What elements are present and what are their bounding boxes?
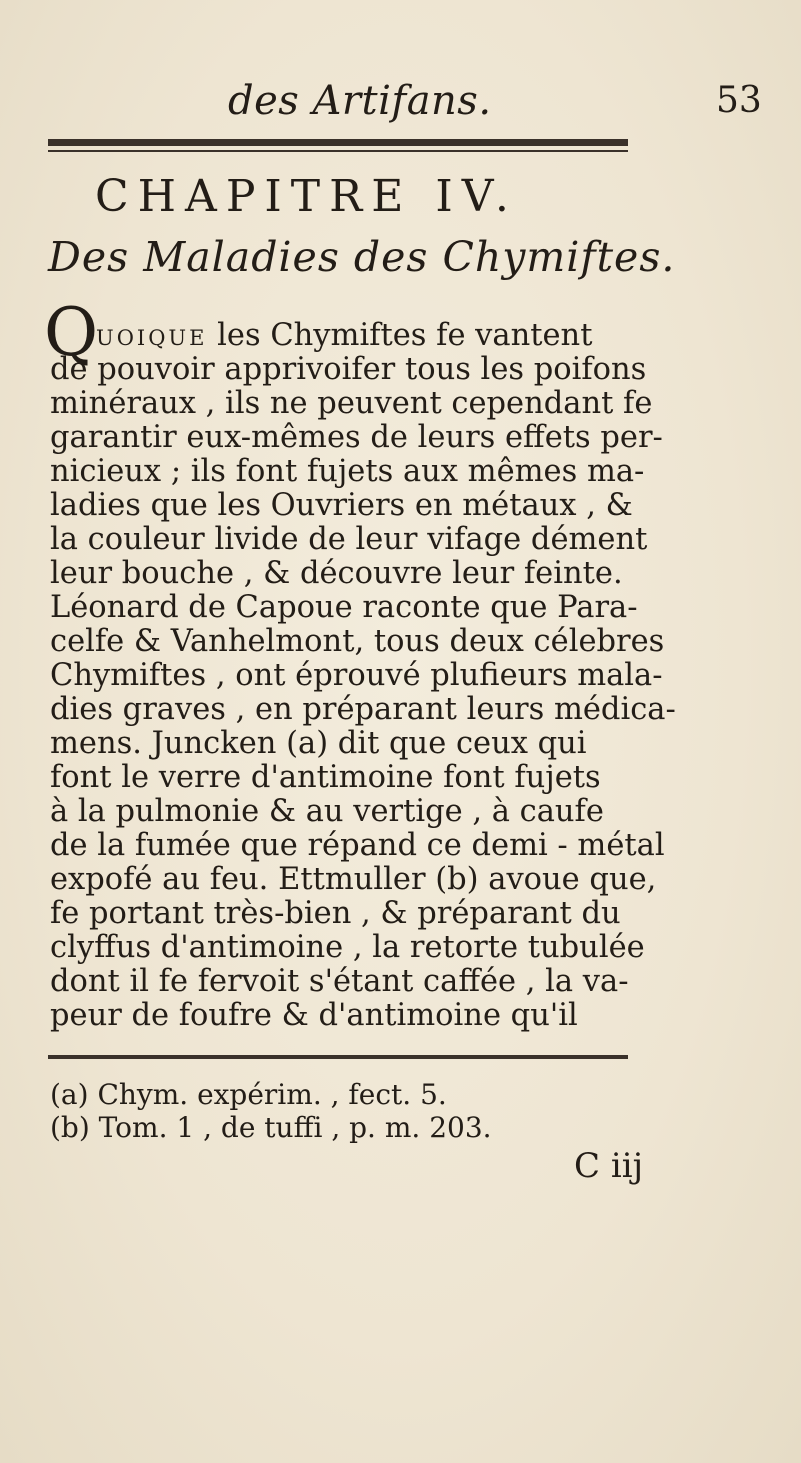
body-line: fe portant très-bien , & préparant du (50, 896, 621, 931)
body-line: nicieux ; ils font fujets aux mêmes ma- (50, 454, 645, 489)
running-title: des Artifans. (228, 78, 492, 124)
header-rule-thick (48, 139, 628, 146)
page-number: 53 (716, 80, 762, 121)
footnote: (b) Tom. 1 , de tuffi , p. m. 203. (50, 1111, 492, 1144)
body-line: de la fumée que répand ce demi - métal (50, 828, 665, 863)
body-line: garantir eux-mêmes de leurs effets per- (50, 420, 663, 455)
running-head (0, 78, 801, 130)
body-line: minéraux , ils ne peuvent cependant fe (50, 386, 653, 421)
footnote: (a) Chym. expérim. , fect. 5. (50, 1078, 447, 1111)
chapter-heading: CHAPITRE IV. (95, 171, 518, 222)
header-rule-thin (48, 150, 628, 152)
drop-initial: Q (44, 294, 99, 371)
body-line: Chymiftes , ont éprouvé plufieurs mala- (50, 658, 663, 693)
chapter-subtitle: Des Maladies des Chymiftes. (48, 233, 676, 281)
body-line: font le verre d'antimoine font fujets (50, 760, 601, 795)
body-line: clyffus d'antimoine , la retorte tubulée (50, 930, 645, 965)
body-line: à la pulmonie & au vertige , à caufe (50, 794, 604, 829)
body-line: expofé au feu. Ettmuller (b) avoue que, (50, 862, 657, 897)
first-word: uoique (96, 318, 208, 353)
body-line: peur de foufre & d'antimoine qu'il (50, 998, 578, 1033)
body-line: dont il fe fervoit s'étant caffée , la va- (50, 964, 629, 999)
footnote-rule (48, 1055, 628, 1059)
body-line: leur bouche , & découvre leur feinte. (50, 556, 623, 591)
body-line: la couleur livide de leur vifage dément (50, 522, 648, 557)
body-line: Léonard de Capoue raconte que Para- (50, 590, 638, 625)
body-line: ladies que les Ouvriers en métaux , & (50, 488, 633, 523)
signature-mark: C iij (574, 1146, 644, 1186)
body-line: celfe & Vanhelmont, tous deux célebres (50, 624, 665, 659)
body-line: de pouvoir apprivoifer tous les poifons (50, 352, 647, 387)
body-line: mens. Juncken (a) dit que ceux qui (50, 726, 587, 761)
body-line: uoique les Chymiftes fe vantent (96, 318, 593, 353)
body-line: dies graves , en préparant leurs médica- (50, 692, 676, 727)
